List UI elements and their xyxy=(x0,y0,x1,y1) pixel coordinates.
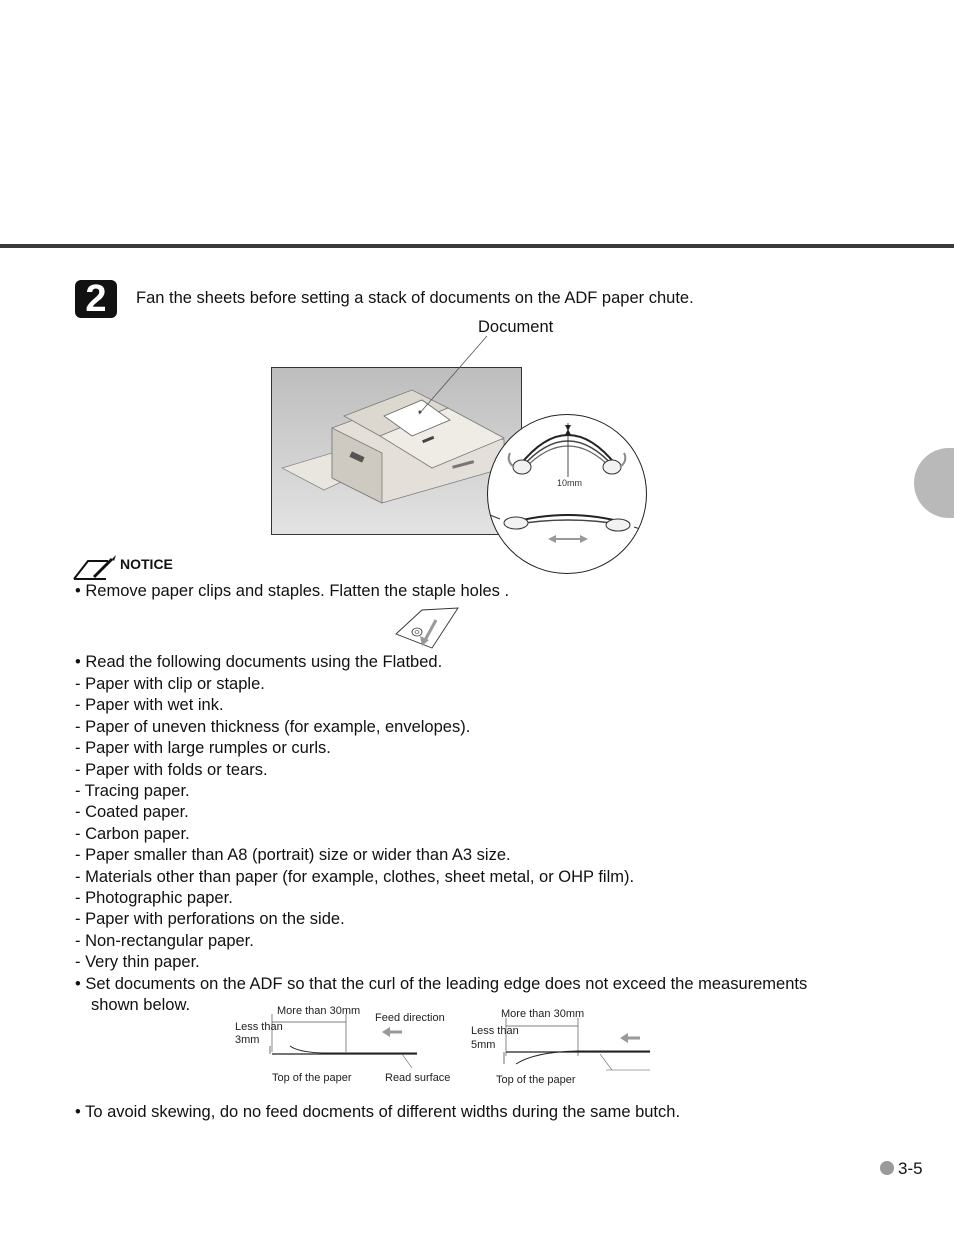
callout-leader-line xyxy=(415,334,495,419)
skew-instruction: • To avoid skewing, do no feed docments of different widths during the same butch. xyxy=(75,1103,681,1121)
fanning-detail-circle xyxy=(487,414,647,574)
list-item: - Paper with clip or staple. xyxy=(75,675,265,693)
left-less-than-value: 3mm xyxy=(235,1034,260,1046)
curl-diagram-right xyxy=(494,1014,654,1074)
header-rule xyxy=(0,244,954,248)
list-item: - Tracing paper. xyxy=(75,782,190,800)
right-more-than-label: More than 30mm xyxy=(501,1008,585,1020)
left-less-than-label: Less than xyxy=(235,1021,283,1033)
list-item: - Materials other than paper (for example, clothes, sheet metal, or OHP film). xyxy=(75,868,635,886)
list-item: - Paper with perforations on the side. xyxy=(75,910,345,928)
document-callout-label: Document xyxy=(478,318,554,336)
notice-staples-text: • Remove paper clips and staples. Flatten the staple holes . xyxy=(75,582,510,600)
list-item: - Paper with folds or tears. xyxy=(75,761,268,779)
notice-pencil-icon xyxy=(72,553,118,581)
list-item: - Paper smaller than A8 (portrait) size or wider than A3 size. xyxy=(75,846,511,864)
curl-instruction-line2: shown below. xyxy=(91,996,191,1014)
list-item: - Carbon paper. xyxy=(75,825,190,843)
notice-label: NOTICE xyxy=(120,556,173,572)
list-item: - Paper with wet ink. xyxy=(75,696,224,714)
page-number-dot-icon xyxy=(880,1161,894,1175)
fan-measure-label: 10mm xyxy=(557,478,583,488)
page-number: 3-5 xyxy=(898,1159,923,1178)
chapter-side-tab xyxy=(914,448,954,518)
staple-flatten-illustration xyxy=(392,604,460,652)
read-surface-label: Read surface xyxy=(385,1072,451,1084)
list-item: - Coated paper. xyxy=(75,803,189,821)
left-top-of-paper-label: Top of the paper xyxy=(272,1072,352,1084)
list-item: - Photographic paper. xyxy=(75,889,233,907)
right-less-than-label: Less than xyxy=(471,1025,519,1037)
list-item: - Paper of uneven thickness (for example, envelopes). xyxy=(75,718,471,736)
step-number-badge: 2 xyxy=(75,280,117,318)
list-item: - Paper with large rumples or curls. xyxy=(75,739,331,757)
step-instruction: Fan the sheets before setting a stack of documents on the ADF paper chute. xyxy=(136,289,694,307)
right-top-of-paper-label: Top of the paper xyxy=(496,1074,576,1086)
list-item: - Very thin paper. xyxy=(75,953,200,971)
left-more-than-label: More than 30mm xyxy=(277,1005,361,1017)
right-less-than-value: 5mm xyxy=(471,1039,496,1051)
fanning-hands-illustration xyxy=(488,415,646,573)
flatbed-intro: • Read the following documents using the Flatbed. xyxy=(75,653,443,671)
feed-direction-label: Feed direction xyxy=(375,1012,445,1024)
list-item: - Non-rectangular paper. xyxy=(75,932,254,950)
curl-instruction-line1: • Set documents on the ADF so that the curl of the leading edge does not exceed the measurements xyxy=(75,975,808,993)
